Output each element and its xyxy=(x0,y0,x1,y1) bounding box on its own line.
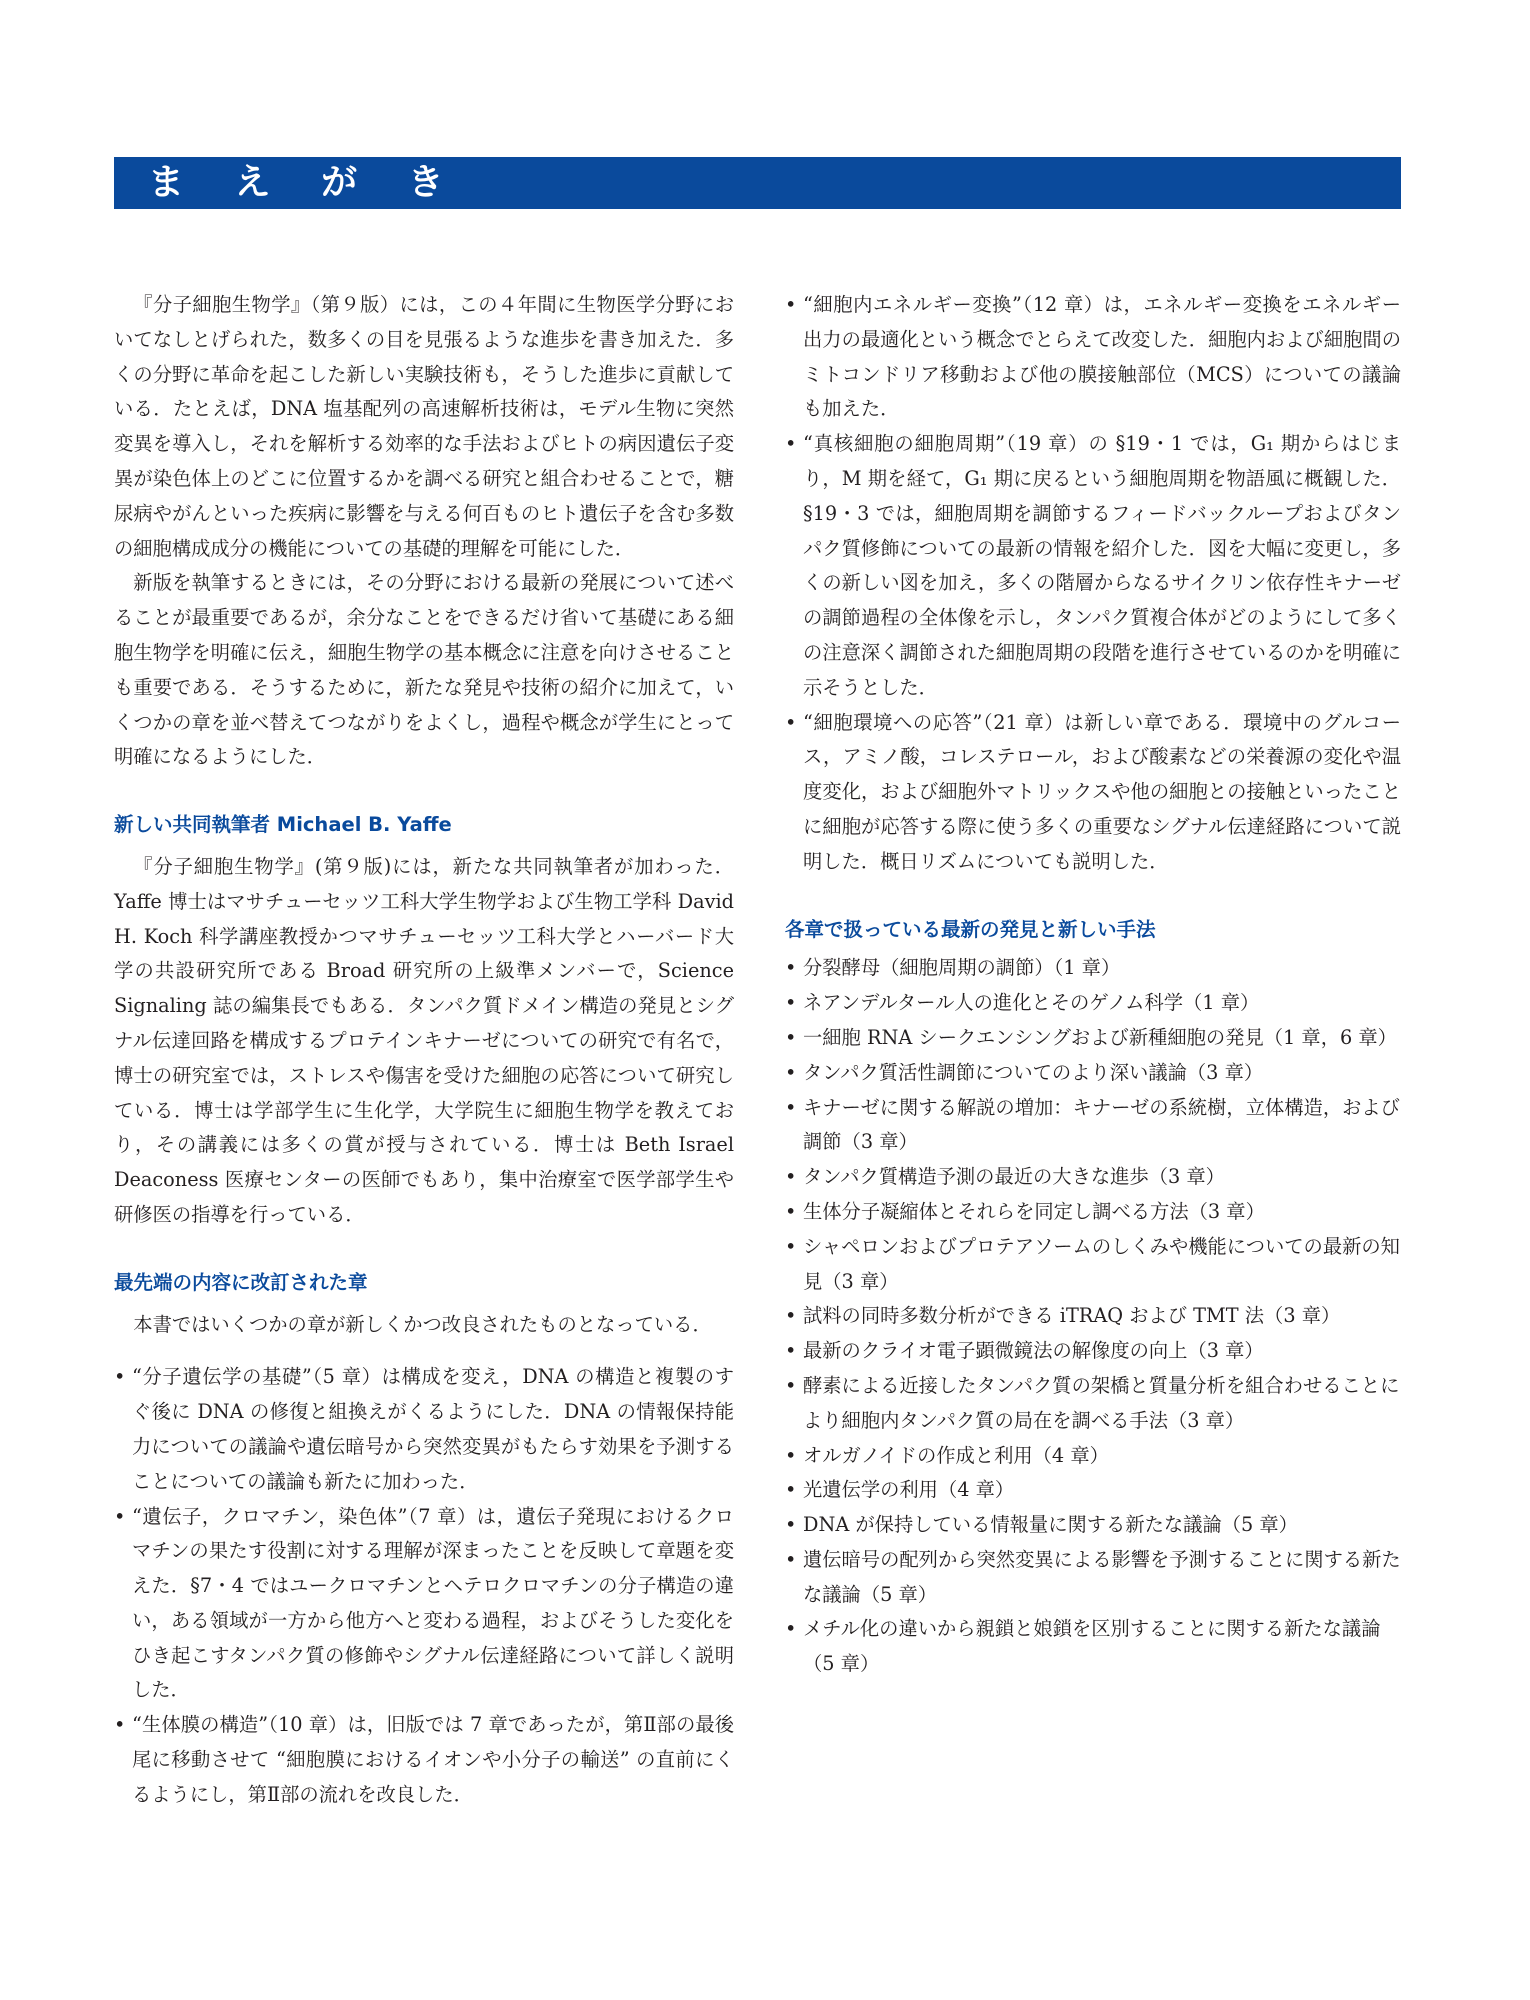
revised-list xyxy=(114,1360,734,1812)
list-item: • 試料の同時多数分析ができる iTRAQ および TMT 法（3 章） xyxy=(785,1299,1401,1334)
list-item: • キナーゼに関する解説の増加：キナーゼの系統樹，立体構造，および調節（3 章） xyxy=(785,1091,1401,1161)
revised-intro: 本書ではいくつかの章が新しくかつ改良されたものとなっている． xyxy=(133,1312,712,1336)
list-item: • 一細胞 RNA シークエンシングおよび新種細胞の発見（1 章，6 章） xyxy=(785,1021,1401,1056)
page-title: ま え が き xyxy=(148,162,463,203)
list-item: • ネアンデルタール人の進化とそのゲノム科学（1 章） xyxy=(785,986,1401,1021)
list-item: • タンパク質活性調節についてのより深い議論（3 章） xyxy=(785,1056,1401,1091)
latest-list xyxy=(785,951,1401,1682)
right-column xyxy=(785,288,1401,1682)
list-item: • 酵素による近接したタンパク質の架橋と質量分析を組合わせることにより細胞内タンパク質の局在を調べる手法（3 章） xyxy=(785,1369,1401,1439)
list-item: • メチル化の違いから親鎖と娘鎖を区別することに関する新たな議論（5 章） xyxy=(785,1612,1401,1682)
list-item: • 生体分子凝縮体とそれらを同定し調べる方法（3 章） xyxy=(785,1195,1401,1230)
list-item: • 遺伝暗号の配列から突然変異による影響を予測することに関する新たな議論（5 章） xyxy=(785,1543,1401,1613)
revised-heading: 最先端の内容に改訂された章 xyxy=(114,1270,368,1294)
title-bar xyxy=(114,157,1401,209)
list-item: • “細胞環境への応答”（21 章）は新しい章である．環境中のグルコース，アミノ酸，コレステロール，および酸素などの栄養源の変化や温度変化，および細胞外マトリックスや他の細胞との接触といったことに細胞が応答する際に使う多くの重要なシグナル伝達経路について説明した．概日リズムについても説明した． xyxy=(785,706,1401,880)
list-item: • “細胞内エネルギー変換”（12 章）は，エネルギー変換をエネルギー出力の最適化という概念でとらえて改変した．細胞内および細胞間のミトコンドリア移動および他の膜接触部位（MCS）についての議論も加えた． xyxy=(785,288,1401,427)
list-item xyxy=(114,1708,734,1812)
list-item: • “分子遺伝学の基礎”（5 章）は構成を変え，DNA の構造と複製のすぐ後に DNA の修復と組換えがくるようにした．DNA の情報保持能力についての議論や遺伝暗号から突然変異がもたらす効果を予測することについての議論も新たに加わった． xyxy=(114,1360,734,1499)
list-item: • タンパク質構造予測の最近の大きな進歩（3 章） xyxy=(785,1160,1401,1195)
list-item: • 最新のクライオ電子顕微鏡法の解像度の向上（3 章） xyxy=(785,1334,1401,1369)
list-item: • DNA が保持している情報量に関する新たな議論（5 章） xyxy=(785,1508,1401,1543)
list-item: • “真核細胞の細胞周期”（19 章）の §19・1 では，G₁ 期からはじまり，M 期を経て，G₁ 期に戻るという細胞周期を物語風に概観した．§19・3 では，細胞周期を調節するフィードバックループおよびタンパク質修飾についての最新の情報を紹介した．図を大幅に変更し，多くの新しい図を加え，多くの階層からなるサイクリン依存性キナーゼの調節過程の全体像を示し，タンパク質複合体がどのようにして多くの注意深く調節された細胞周期の段階を進行させているのかを明確に示そうとした． xyxy=(785,427,1401,705)
list-item: • シャペロンおよびプロテアソームのしくみや機能についての最新の知見（3 章） xyxy=(785,1230,1401,1300)
list-item: • 光遺伝学の利用（4 章） xyxy=(785,1473,1401,1508)
list-item: • 分裂酵母（細胞周期の調節）（1 章） xyxy=(785,951,1401,986)
list-item: • “遺伝子，クロマチン，染色体”（7 章）は，遺伝子発現におけるクロマチンの果たす役割に対する理解が深まったことを反映して章題を変えた．§7・4 ではユークロマチンとヘテロクロマチンの分子構造の違い，ある領域が一方から他方へと変わる過程，およびそうした変化をひき起こすタンパク質の修飾やシグナル伝達経路について詳しく説明した． xyxy=(114,1500,734,1709)
intro-paragraph-1: 『分子細胞生物学』（第９版）には，この４年間に生物医学分野においてなしとげられた，数多くの目を見張るような進歩を書き加えた．多くの分野に革命を起こした新しい実験技術も，そうした進歩に貢献している．たとえば，DNA 塩基配列の高速解析技術は，モデル生物に突然変異を導入し，それを解析する効率的な手法およびヒトの病因遺伝子変異が染色体上のどこに位置するかを調べる研究と組合わせることで，糖尿病やがんといった疾病に影響を与える何百ものヒト遺伝子を含む多数の細胞構成成分の機能についての基礎的理解を可能にした． xyxy=(114,293,734,560)
coauthor-paragraph: 『分子細胞生物学』(第９版)には，新たな共同執筆者が加わった．Yaffe 博士はマサチューセッツ工科大学生物学および生物工学科 David H. Koch 科学講座教授かつマサチューセッツ工科大学とハーバード大学の共設研究所である Broad 研究所の上級準メンバーで，Science Signaling 誌の編集長でもある．タンパク質ドメイン構造の発見とシグナル伝達回路を構成するプロテインキナーゼについての研究で有名で，博士の研究室では，ストレスや傷害を受けた細胞の応答について研究している．博士は学部学生に生化学，大学院生に細胞生物学を教えており，その講義には多くの賞が授与されている．博士は Beth Israel Deaconess 医療センターの医師でもあり，集中治療室で医学部学生や研修医の指導を行っている． xyxy=(114,854,734,1226)
coauthor-heading: 新しい共同執筆者 Michael B. Yaffe xyxy=(114,813,452,837)
latest-heading: 各章で扱っている最新の発見と新しい手法 xyxy=(785,917,1156,941)
intro-paragraph-2: 新版を執筆するときには，その分野における最新の発展について述べることが最重要であるが，余分なことをできるだけ省いて基礎にある細胞生物学を明確に伝え，細胞生物学の基本概念に注意を向けさせることも重要である．そうするために，新たな発見や技術の紹介に加えて，いくつかの章を並べ替えてつながりをよくし，過程や概念が学生にとって明確になるようにした． xyxy=(114,571,734,769)
list-item: • オルガノイドの作成と利用（4 章） xyxy=(785,1439,1401,1474)
list-item-text: “生体膜の構造”（10 章）は，旧版では 7 章であったが，第Ⅱ部の最後尾に移動させて “細胞膜におけるイオンや小分子の輸送” の直前にくるようにし，第Ⅱ部の流れを改良した． xyxy=(132,1713,734,1806)
left-column xyxy=(114,288,734,1813)
revised-list-continued xyxy=(785,288,1401,880)
